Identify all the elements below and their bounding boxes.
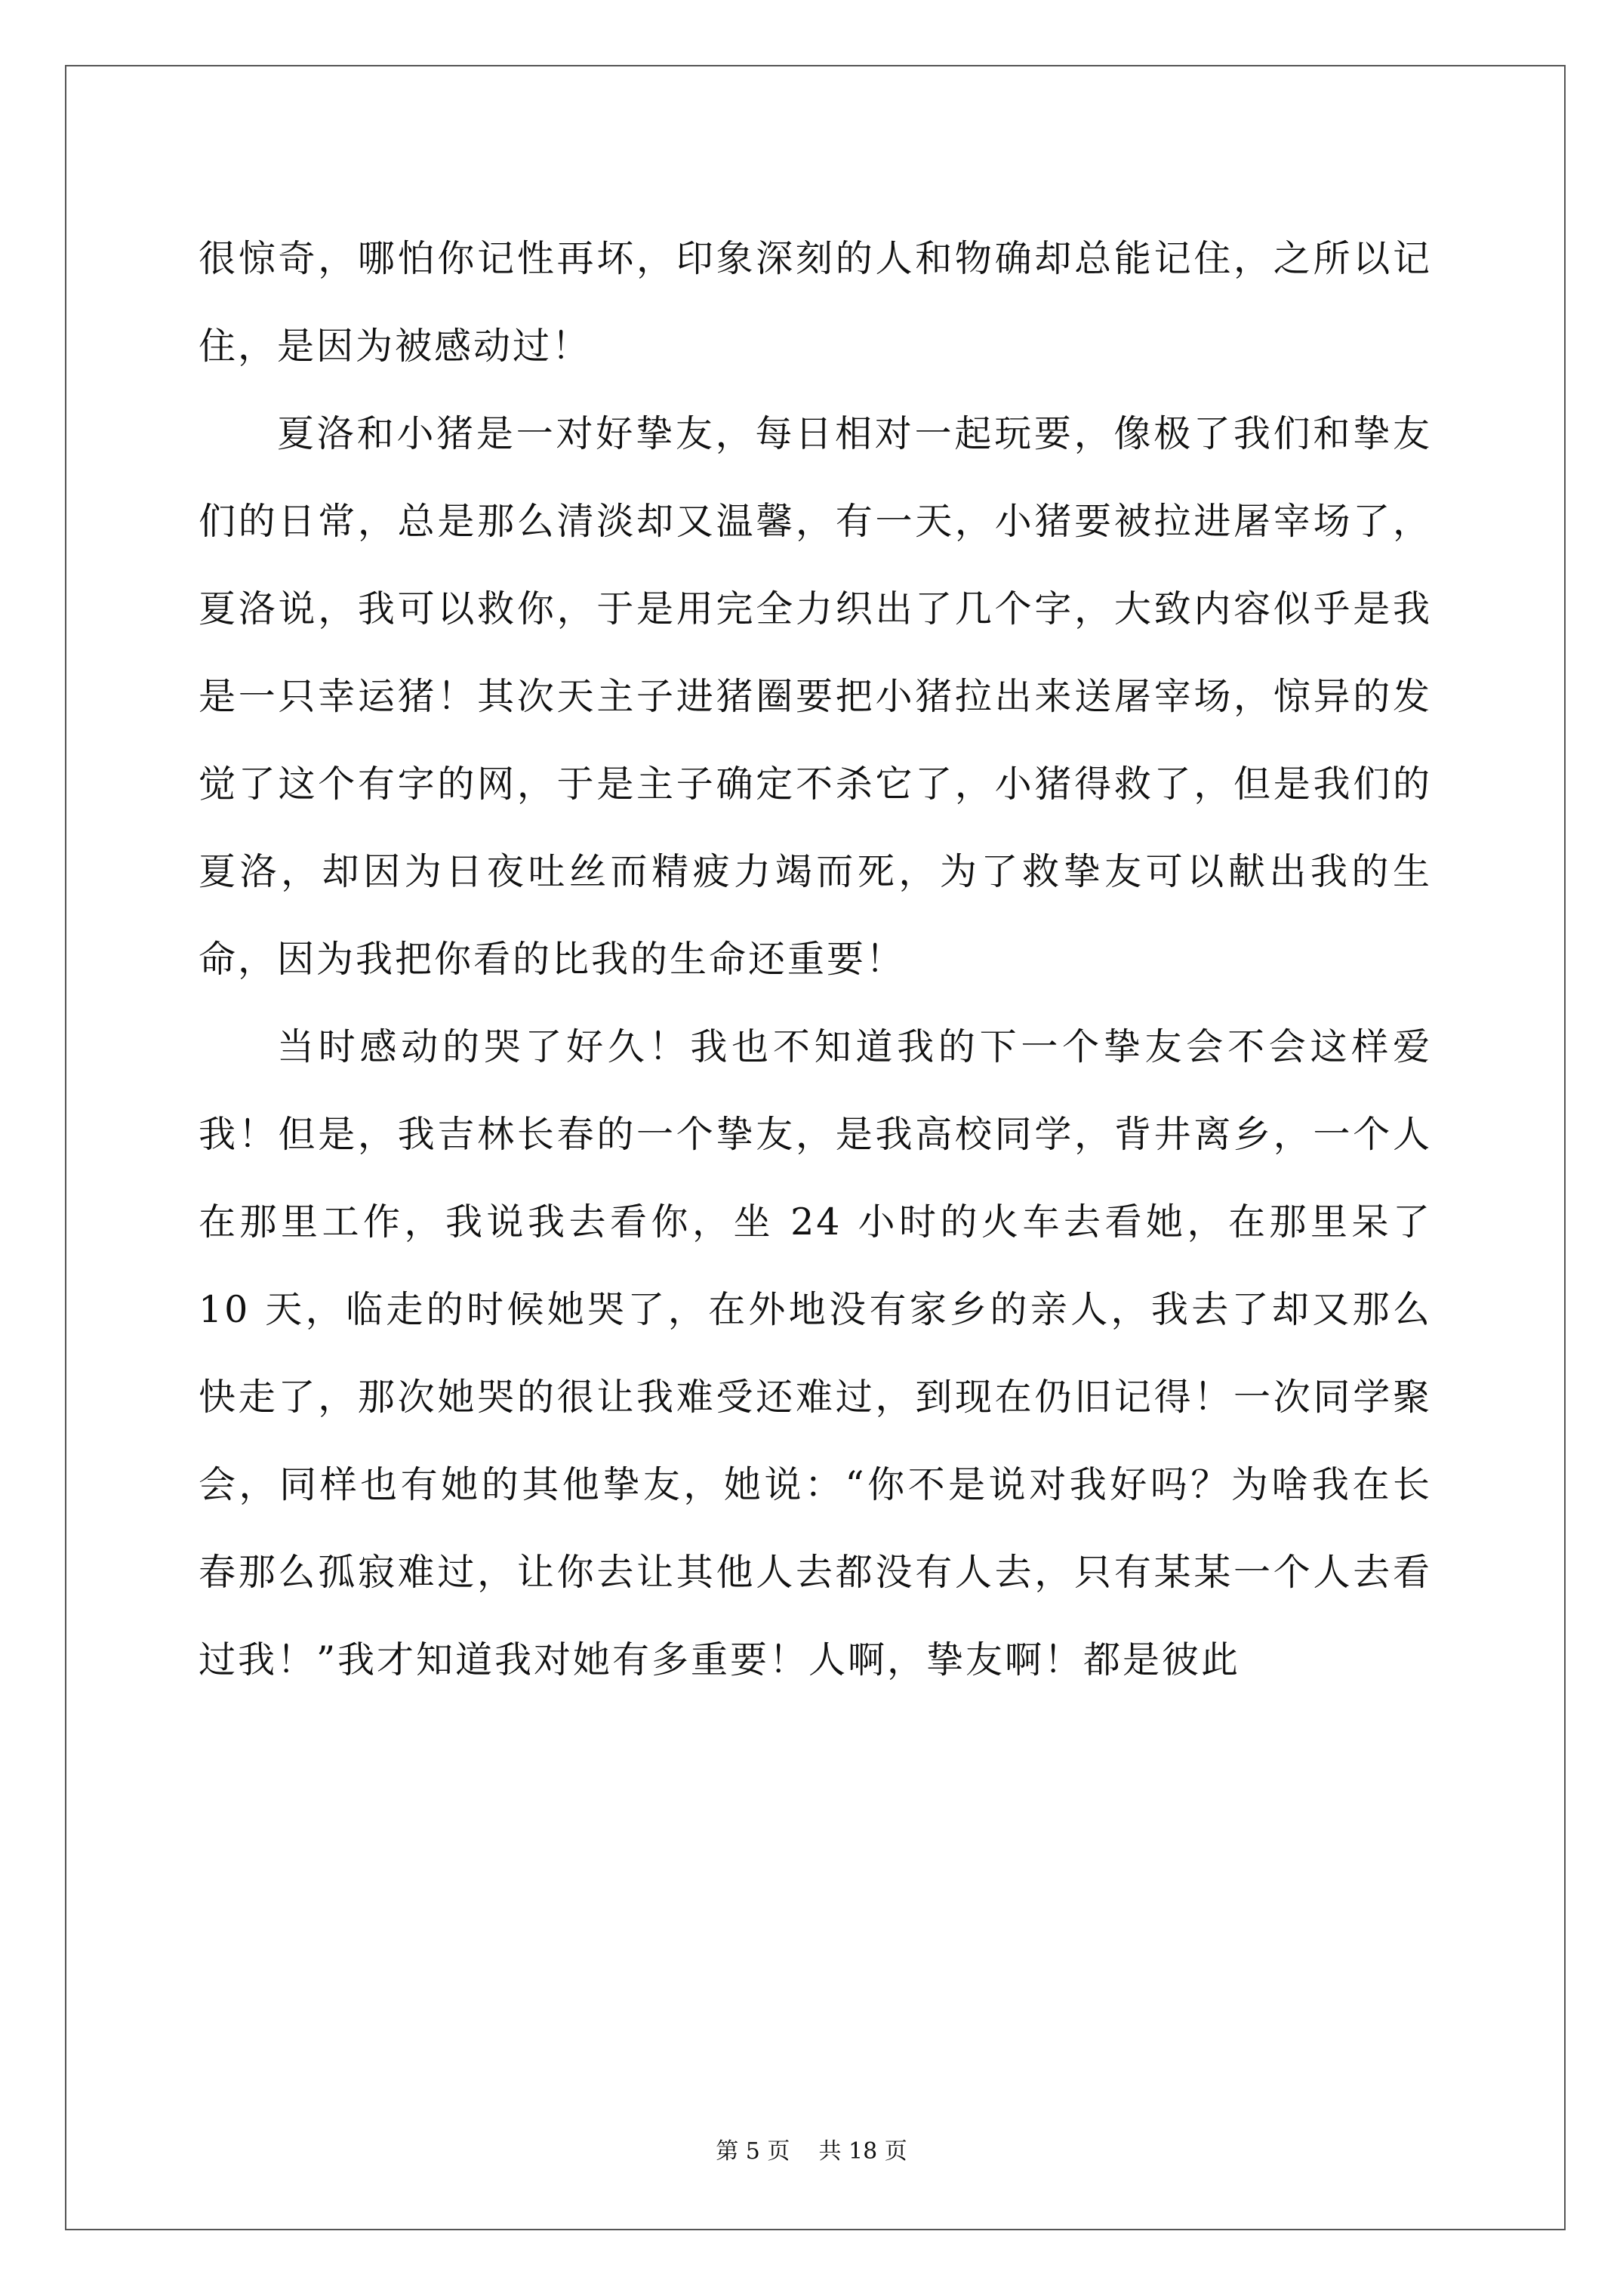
- document-body: [199, 215, 1432, 1704]
- paragraph-friend-story: 当时感动的哭了好久！我也不知道我的下一个挚友会不会这样爱我！但是，我吉林长春的一个挚友，是我高校同学，背井离乡，一个人在那里工作，我说我去看你，坐 24 小时的火车去看她，在那里呆了 10 天，临走的时候她哭了，在外地没有家乡的亲人，我去了却又那么快走了，那次她哭的很让我难受还难过，到现在仍旧记得！一次同学聚会，同样也有她的其他挚友，她说：“你不是说对我好吗？为啥我在长春那么孤寂难过，让你去让其他人去都没有人去，只有某某一个人去看过我！”我才知道我对她有多重要！人啊，挚友啊！都是彼此: [199, 1025, 1432, 1681]
- paragraph-charlotte-story: 夏洛和小猪是一对好挚友，每日相对一起玩要，像极了我们和挚友们的日常，总是那么清淡却又温馨，有一天，小猪要被拉进屠宰场了，夏洛说，我可以救你，于是用完全力织出了几个字，大致内容似乎是我是一只幸运猪！其次天主子进猪圈要把小猪拉出来送屠宰场，惊异的发觉了这个有字的网，于是主子确定不杀它了，小猪得救了，但是我们的夏洛，却因为日夜吐丝而精疲力竭而死，为了救挚友可以献出我的生命，因为我把你看的比我的生命还重要！: [199, 412, 1432, 981]
- page-number-footer: 第 5 页 共 18 页: [716, 2138, 907, 2165]
- paragraph-continuation: 很惊奇，哪怕你记性再坏，印象深刻的人和物确却总能记住，之所以记住，是因为被感动过！: [199, 237, 1432, 368]
